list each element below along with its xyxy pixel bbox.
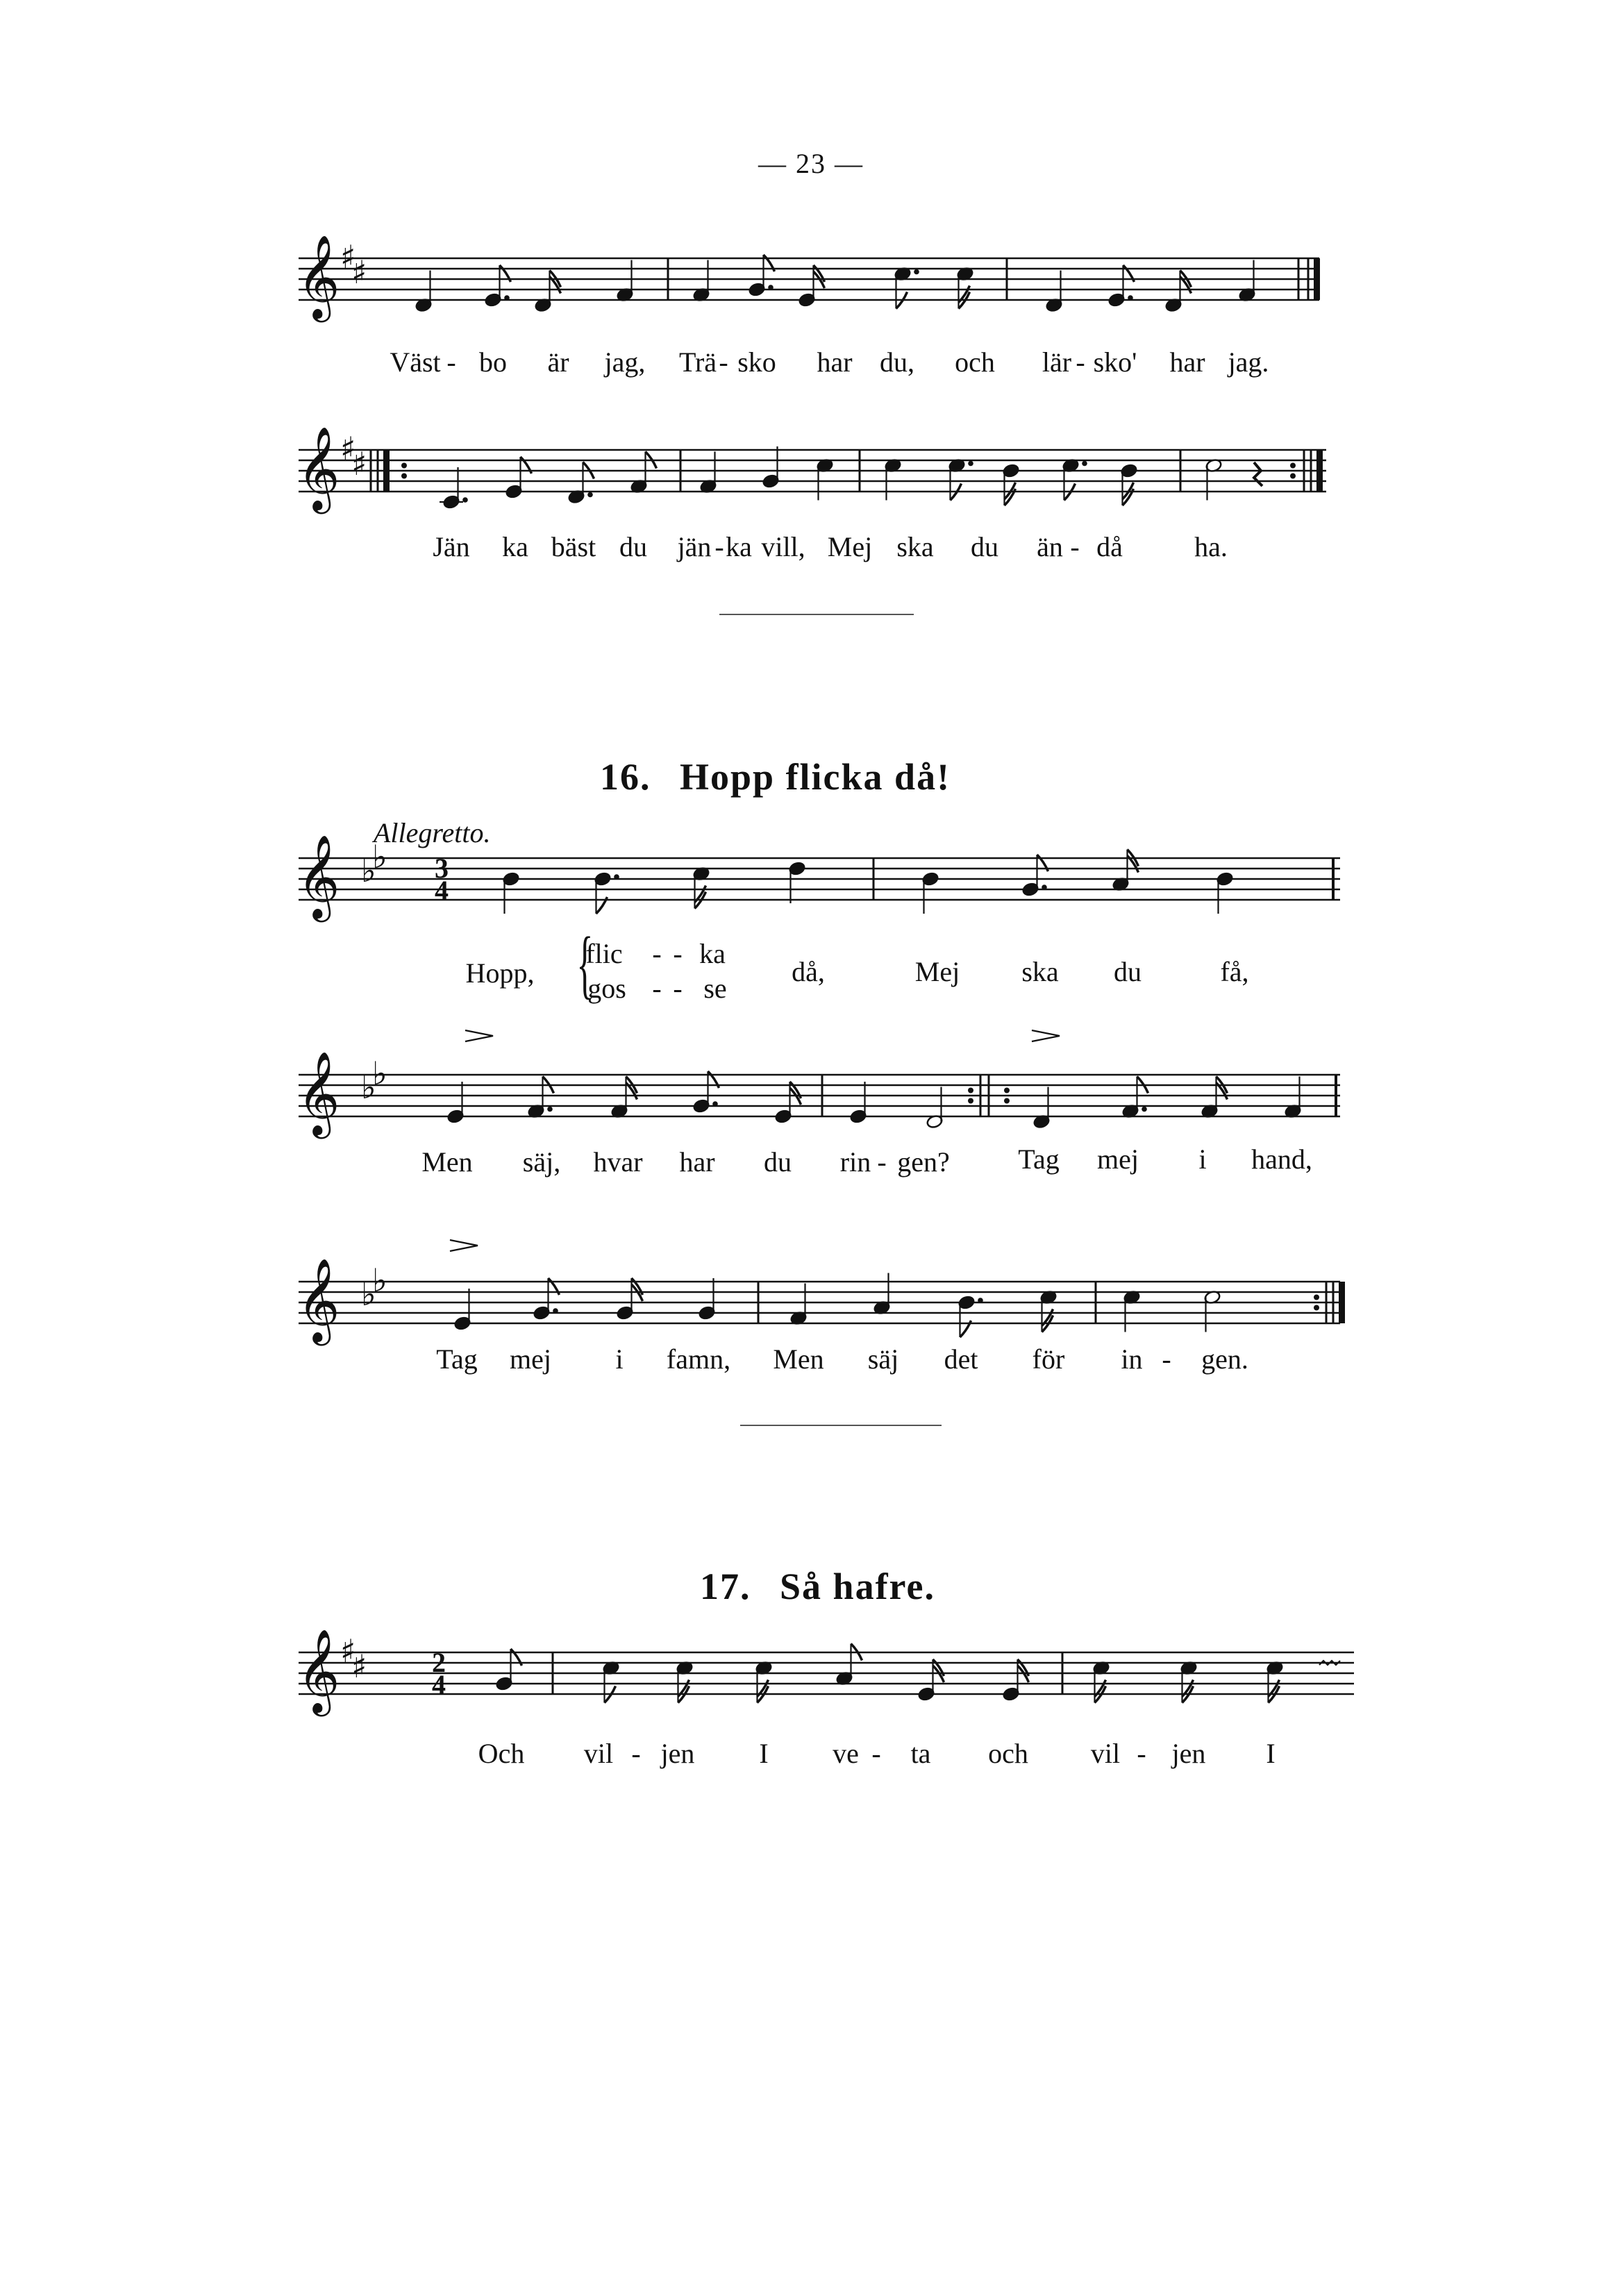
lyric: ka: [699, 938, 726, 969]
key-sharp: ♯: [340, 430, 356, 467]
lyric: gos: [587, 973, 626, 1004]
lyric: du: [971, 531, 998, 562]
lyric: -: [673, 973, 683, 1004]
augmentation-dot: [1042, 885, 1047, 890]
treble-clef: 𝄞: [297, 834, 340, 919]
key-flat: ♭: [361, 852, 376, 889]
augmentation-dot: [712, 1101, 718, 1107]
lyric: gen?: [897, 1146, 950, 1178]
lyric: -: [877, 1146, 887, 1178]
lyric: jen: [1171, 1738, 1206, 1769]
lyric: -: [871, 1738, 881, 1769]
lyric: -: [719, 346, 728, 378]
lyric: lär: [1042, 346, 1072, 378]
lyric: det: [944, 1343, 978, 1375]
key-flat: ♭: [372, 1055, 387, 1092]
repeat-dot: [401, 463, 407, 469]
augmentation-dot: [914, 269, 919, 275]
quarter-rest: [1254, 462, 1262, 486]
lyric: Hopp,: [465, 957, 535, 989]
lyric: ka: [726, 531, 752, 562]
time-signature-bottom: 4: [432, 1669, 446, 1700]
repeat-dot: [1004, 1098, 1010, 1104]
treble-clef: 𝄞: [297, 426, 340, 510]
lyric: ta: [910, 1738, 931, 1769]
lyric: sko': [1093, 346, 1137, 378]
lyric: jag.: [1228, 346, 1269, 378]
augmentation-dot: [504, 295, 510, 301]
lyric: och: [988, 1738, 1028, 1769]
song-title: [600, 755, 951, 798]
lyric: Mej: [914, 956, 960, 987]
lyric: hand,: [1251, 1143, 1312, 1175]
time-signature-top: 2: [432, 1647, 446, 1678]
lyric: ska: [1021, 956, 1059, 987]
key-sharp: ♯: [351, 445, 367, 483]
song-title: [700, 1565, 935, 1608]
augmentation-dot: [1128, 295, 1133, 301]
final-bar-line: [1316, 450, 1323, 492]
lyric: du,: [880, 346, 914, 378]
augmentation-dot: [1082, 461, 1087, 467]
lyric: -: [652, 973, 662, 1004]
augmentation-dot: [587, 492, 593, 498]
lyric: säj,: [522, 1146, 561, 1178]
key-sharp: ♯: [340, 1632, 356, 1670]
lyric: -: [673, 938, 683, 969]
final-bar-line: [383, 450, 390, 492]
lyric: har: [817, 346, 853, 378]
lyric: och: [955, 346, 995, 378]
lyric: Och: [478, 1738, 525, 1769]
lyric: ska: [896, 531, 934, 562]
final-bar-line: [1339, 1282, 1345, 1323]
treble-clef: 𝄞: [297, 1257, 340, 1342]
treble-clef: 𝄞: [297, 1628, 340, 1713]
lyric: in: [1121, 1343, 1143, 1375]
page-number: — 23 —: [758, 148, 864, 179]
lyric: vill,: [761, 531, 805, 562]
lyric: jän: [677, 531, 712, 562]
final-bar-line: [1314, 258, 1320, 300]
lyric: -: [446, 346, 456, 378]
lyric: vil: [1090, 1738, 1121, 1769]
key-sharp: ♯: [351, 253, 367, 291]
lyric: -: [1076, 346, 1085, 378]
lyric: ka: [502, 531, 528, 562]
lyric: Tag: [1018, 1143, 1060, 1175]
lyric: jen: [660, 1738, 695, 1769]
lyric: då: [1096, 531, 1123, 562]
augmentation-dot: [462, 497, 468, 503]
lyric: i: [1198, 1143, 1207, 1175]
lyric: -: [652, 938, 662, 969]
time-signature-bottom: 4: [435, 875, 449, 906]
lyric: -: [1162, 1343, 1171, 1375]
key-flat: ♭: [372, 1262, 387, 1299]
augmentation-dot: [768, 285, 774, 290]
augmentation-dot: [547, 1107, 553, 1112]
lyric: se: [703, 973, 727, 1004]
lyric: sko: [737, 346, 776, 378]
lyric: ve: [833, 1738, 859, 1769]
lyric: I: [759, 1738, 769, 1769]
key-flat: ♭: [372, 838, 387, 875]
lyric: vil: [583, 1738, 614, 1769]
section-divider: [740, 1425, 942, 1426]
augmentation-dot: [968, 461, 973, 467]
treble-clef: 𝄞: [297, 1050, 340, 1135]
lyric: få,: [1220, 956, 1249, 987]
repeat-dot: [1004, 1088, 1010, 1093]
lyric: -: [1070, 531, 1080, 562]
key-flat: ♭: [361, 1275, 376, 1313]
lyric: har: [679, 1146, 715, 1178]
lyric: Tag: [436, 1343, 478, 1375]
lyric: jag,: [604, 346, 646, 378]
augmentation-dot: [1142, 1107, 1147, 1112]
lyric: Trä: [678, 346, 717, 378]
key-flat: ♭: [361, 1069, 376, 1106]
song-number: 16.: [600, 756, 651, 798]
section-divider: [719, 614, 914, 615]
lyric: bo: [479, 346, 507, 378]
time-signature-top: 3: [435, 853, 449, 884]
lyric: -: [631, 1738, 641, 1769]
lyric: Mej: [827, 531, 873, 562]
lyric: flic: [585, 938, 623, 969]
lyric: Men: [773, 1343, 824, 1375]
tempo-marking: Allegretto.: [374, 817, 491, 848]
lyric: famn,: [666, 1343, 731, 1375]
lyric: i: [615, 1343, 624, 1375]
key-sharp: ♯: [340, 238, 356, 276]
ornament-mark: [1319, 1661, 1340, 1665]
lyric: du: [1114, 956, 1142, 987]
repeat-dot: [968, 1088, 973, 1093]
lyric: är: [547, 346, 569, 378]
verse-brace: {: [576, 921, 594, 1006]
accent-mark: [1032, 1030, 1060, 1041]
lyric: du: [764, 1146, 792, 1178]
song-title-text: Så hafre.: [780, 1566, 936, 1607]
accent-mark: [450, 1240, 478, 1251]
lyric: du: [619, 531, 647, 562]
lyric: då,: [792, 956, 825, 987]
key-sharp: ♯: [351, 1648, 367, 1685]
lyric: -: [714, 531, 724, 562]
lyric: -: [1137, 1738, 1146, 1769]
lyric: för: [1032, 1343, 1065, 1375]
repeat-dot: [968, 1098, 973, 1104]
lyric: säj: [867, 1343, 899, 1375]
lyric: Väst: [390, 346, 441, 378]
song-number: 17.: [700, 1566, 751, 1607]
repeat-dot: [1314, 1305, 1319, 1311]
lyric: bäst: [551, 531, 596, 562]
lyric: Men: [421, 1146, 473, 1178]
lyric: mej: [1097, 1143, 1139, 1175]
lyric: än: [1037, 531, 1063, 562]
lyric: gen.: [1201, 1343, 1248, 1375]
lyric: hvar: [593, 1146, 643, 1178]
lyric: mej: [510, 1343, 551, 1375]
lyric: har: [1169, 346, 1205, 378]
lyric: rin: [839, 1146, 871, 1178]
lyric: ha.: [1194, 531, 1228, 562]
augmentation-dot: [978, 1298, 983, 1303]
treble-clef: 𝄞: [297, 234, 340, 319]
repeat-dot: [1290, 474, 1296, 479]
repeat-dot: [1314, 1295, 1319, 1300]
song-title-text: Hopp flicka då!: [680, 756, 951, 798]
repeat-dot: [1290, 463, 1296, 469]
accent-mark: [465, 1030, 493, 1041]
repeat-dot: [401, 474, 407, 479]
lyric: I: [1266, 1738, 1276, 1769]
lyric: Jän: [433, 531, 470, 562]
augmentation-dot: [553, 1308, 558, 1314]
augmentation-dot: [614, 874, 619, 880]
